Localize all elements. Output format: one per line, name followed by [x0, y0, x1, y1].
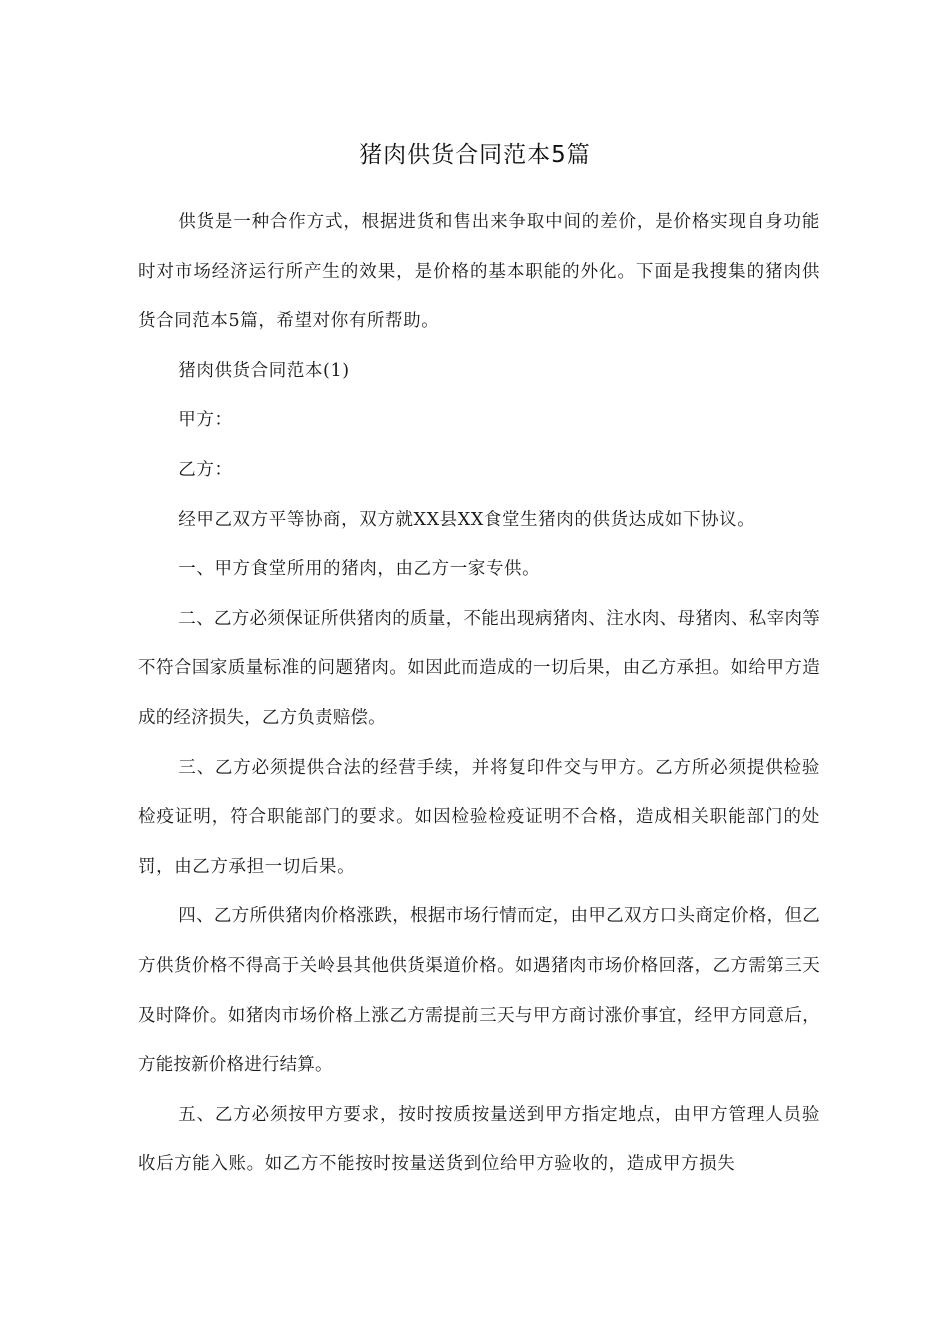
clause-5: 五、乙方必须按甲方要求，按时按质按量送到甲方指定地点，由甲方管理人员验收后方能入账。如乙方不能按时按量送货到位给甲方验收的，造成甲方损失 [138, 1104, 820, 1175]
contract-heading: 猪肉供货合同范本(1) [178, 360, 350, 381]
clause-1: 一、甲方食堂所用的猪肉，由乙方一家专供。 [178, 559, 541, 580]
clause-4: 四、乙方所供猪肉价格涨跌，根据市场行情而定，由甲乙双方口头商定价格，但乙方供货价格不得高于关岭县其他供货渠道价格。如遇猪肉市场价格回落，乙方需第三天及时降价。如猪肉市场价格上涨乙方需提前三天与甲方商讨涨价事宜，经甲方同意后，方能按新价格进行结算。 [138, 906, 820, 1076]
clause-2: 二、乙方必须保证所供猪肉的质量，不能出现病猪肉、注水肉、母猪肉、私宰肉等不符合国家质量标准的问题猪肉。如因此而造成的一切后果，由乙方承担。如给甲方造成的经济损失，乙方负责赔偿。 [138, 608, 820, 728]
document-title: 猪肉供货合同范本5篇 [359, 142, 591, 168]
party-a-line: 甲方： [178, 410, 233, 431]
document-body [138, 198, 820, 1190]
party-b-line: 乙方： [178, 459, 233, 480]
agreement-preamble: 经甲乙双方平等协商，双方就XX县XX食堂生猪肉的供货达成如下协议。 [178, 509, 756, 530]
intro-paragraph: 供货是一种合作方式，根据进货和售出来争取中间的差价，是价格实现自身功能时对市场经济运行所产生的效果，是价格的基本职能的外化。下面是我搜集的猪肉供货合同范本5篇，希望对你有所帮助。 [138, 212, 820, 332]
clause-3: 三、乙方必须提供合法的经营手续，并将复印件交与甲方。乙方所必须提供检验检疫证明，符合职能部门的要求。如因检验检疫证明不合格，造成相关职能部门的处罚，由乙方承担一切后果。 [138, 757, 820, 877]
